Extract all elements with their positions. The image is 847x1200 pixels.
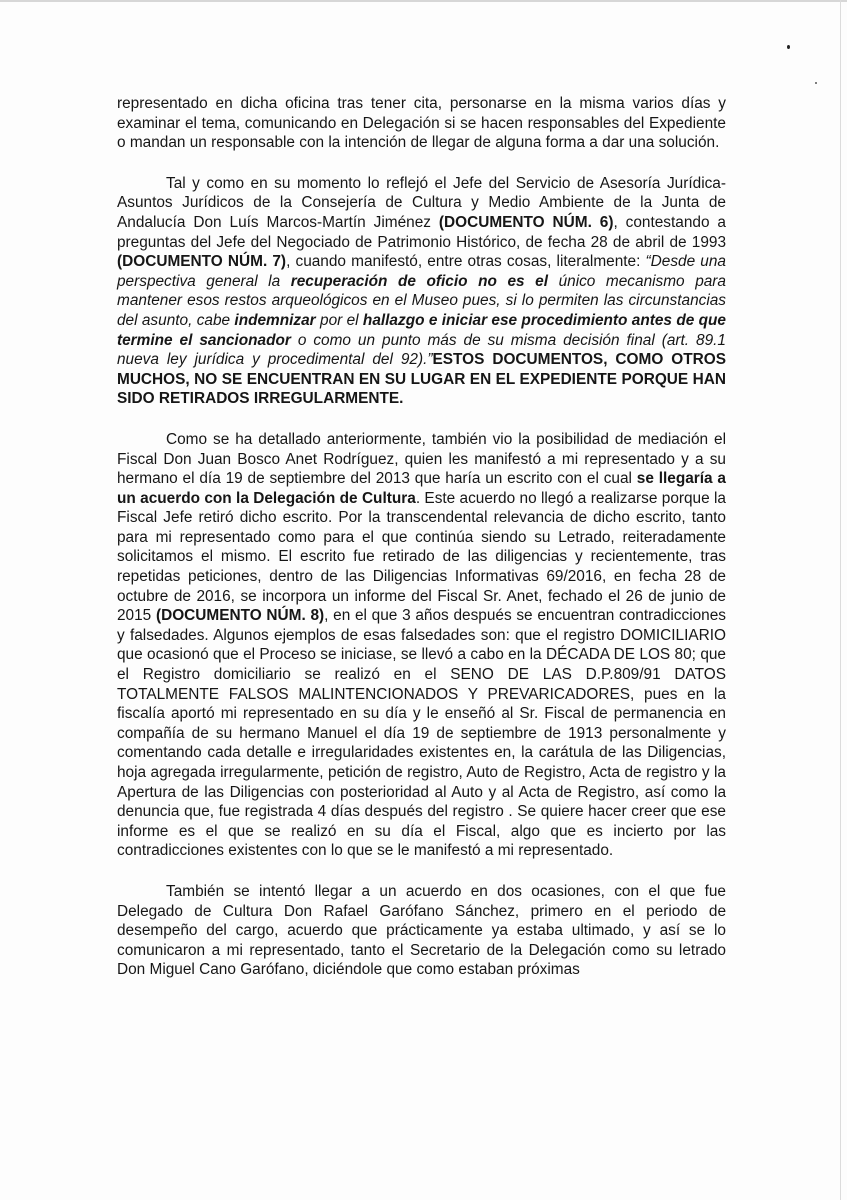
document-reference: (DOCUMENTO NÚM. 8) [155,607,325,625]
quotation-text: “Desde una perspectiva general la [117,253,726,290]
paragraph-text: Como se ha detallado anteriormente, también vio la posibilidad de mediación el Fiscal Don Juan Bosco Anet Rodríguez, quien les manifestó a mi representado y a su hermano el día 19 de septiembre del 2013 que haría un escrito con el cual [117,430,726,488]
paragraph-2 [117,174,726,409]
quotation-emphasis: indemnizar [234,311,316,329]
paragraph-text: , contestando a preguntas del Jefe del Negociado de Patrimonio Histórico, de fecha 28 de abril de 1993 [117,213,726,251]
scan-speck [787,45,790,49]
document-reference: (DOCUMENTO NÚM. 7) [117,253,287,271]
paragraph-text: , en el que 3 años después se encuentran contradicciones y falsedades. Algunos ejemplos de esas falsedades son: que el registro DOMICILIARIO que ocasionó que el Proceso se iniciase, se llevó a cabo en la DÉCADA DE LOS 80; que el Registro domiciliario se realizó en el SENO DE LAS D.P.809/91 DATOS TOTALMENTE FALSOS MALINTENCIONADOS Y PREVARICADORES, pues en la fiscalía aportó mi representado en su día y le enseñó al Sr. Fiscal de permanencia en compañía de su hermano Manuel el día 19 de septiembre de 1913 personalmente y comentando cada detalle e irregularidades existentes en, la carátula de las Diligencias, hoja agregada irregularmente, petición de registro, Auto de Registro, Acta de registro y la Apertura de las Diligencias con posterioridad al Auto y al Acta de Registro, así como la denuncia que, fue registrada 4 días después del registro . Se quiere hacer creer que ese informe es el que se realizó en su día el Fiscal, algo que es incierto por las contradicciones existentes con lo que se le manifestó a mi representado. [117,607,726,860]
page-right-edge [840,0,841,1200]
paragraph-text: . Este acuerdo no llegó a realizarse porque la Fiscal Jefe retiró dicho escrito. Por la transcendental relevancia de dicho escrito, tanto para mi representado como para el que continúa siendo su Letrado, reiteradamente solicitamos el mismo. El escrito fue retirado de las diligencias y recientemente, tras repetidas peticiones, dentro de las Diligencias Informativas 69/2016, en fecha 28 de octubre de 2016, se incorpora un informe del Fiscal Sr. Anet, fechado el 26 de junio de 2015 [117,489,726,625]
paragraph-text: Tal y como en su momento lo reflejó el Jefe del Servicio de Asesoría Jurídica-Asuntos Jurídicos de la Consejería de Cultura y Medio Ambiente de la Junta de Andalucía Don Luís Marcos-Martín Jiménez [117,174,726,231]
paragraph-3 [117,430,726,861]
quotation-text: único mecanismo para mantener esos restos arqueológicos en el Museo pues, si lo permiten las circunstancias del asunto, cabe [117,272,726,329]
document-reference: (DOCUMENTO NÚM. 6) [438,213,614,231]
quotation-text: o como un punto más de su misma decisión final (art. 89.1 nueva ley jurídica y procedimental del 92).” [117,331,726,369]
quotation-emphasis: hallazgo e iniciar ese procedimiento antes de que termine el sancionador [117,311,726,349]
paragraph-text: , cuando manifestó, entre otras cosas, literalmente: [286,253,646,271]
paragraph-1: representado en dicha oficina tras tener cita, personarse en la misma varios días y examinar el tema, comunicando en Delegación si se hacen responsables del Expediente o mandan un responsable con la intención de llegar de alguna forma a dar una solución. [117,95,726,152]
quotation-emphasis: recuperación de oficio no es el [290,272,548,290]
emphasis-text: se llegaría a un acuerdo con la Delegación de Cultura [117,470,726,507]
quotation-text: por el [315,311,363,329]
page-top-edge [0,0,847,2]
scan-speck [815,82,817,84]
paragraph-4: También se intentó llegar a un acuerdo en dos ocasiones, con el que fue Delegado de Cultura Don Rafael Garófano Sánchez, primero en el periodo de desempeño del cargo, acuerdo que prácticamente ya estaba ultimado, y así se lo comunicaron a mi representado, tanto el Secretario de la Delegación como su letrado Don Miguel Cano Garófano, diciéndole que como estaban próximas [117,882,726,979]
document-body [117,94,726,1001]
emphasis-statement: ESTOS DOCUMENTOS, COMO OTROS MUCHOS, NO SE ENCUENTRAN EN SU LUGAR EN EL EXPEDIENTE PORQUE HAN SIDO RETIRADOS IRREGULARMENTE. [117,351,726,408]
